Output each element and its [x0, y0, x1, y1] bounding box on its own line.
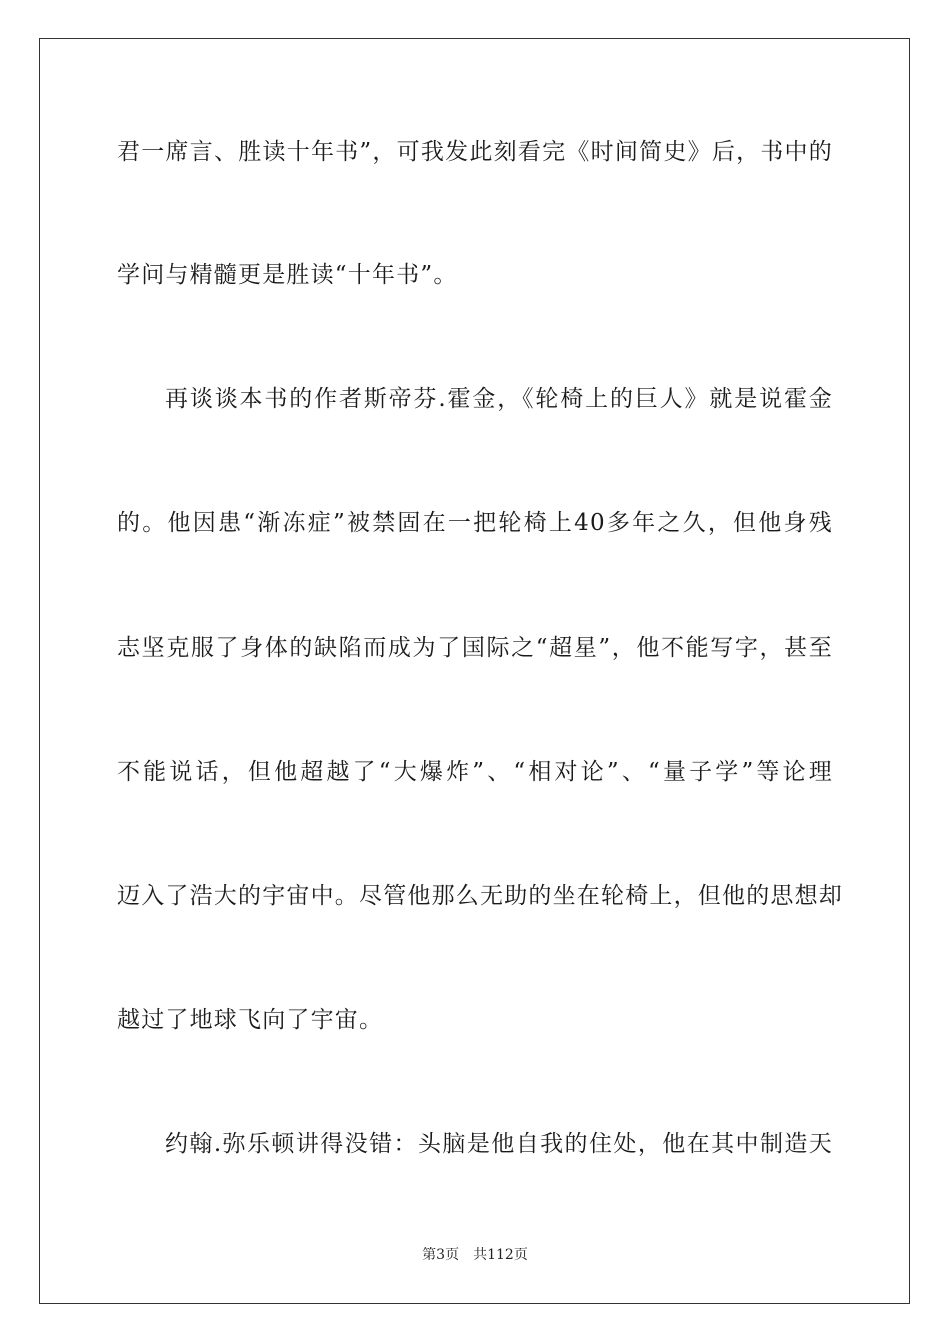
body-text-line: 越过了地球飞向了宇宙。 [117, 1007, 384, 1033]
page-total: 共112页 [473, 1247, 528, 1263]
paragraph-start-line: 约翰.弥乐顿讲得没错：头脑是他自我的住处，他在其中制造天 [165, 1131, 833, 1157]
body-text-line: 的。他因患“渐冻症”被禁固在一把轮椅上40多年之久，但他身残 [117, 510, 833, 536]
page-number: 第3页 [422, 1247, 460, 1263]
body-text-line: 不能说话，但他超越了“大爆炸”、“相对论”、“量子学”等论理 [117, 759, 833, 785]
paragraph-start-line: 再谈谈本书的作者斯帝芬.霍金，《轮椅上的巨人》就是说霍金 [165, 386, 833, 412]
page-footer [0, 1246, 950, 1264]
body-text-line: 学问与精髓更是胜读“十年书”。 [117, 262, 458, 288]
page-border [39, 38, 910, 1304]
body-text-line: 迈入了浩大的宇宙中。尽管他那么无助的坐在轮椅上，但他的思想却 [117, 883, 843, 909]
body-text-line: 君一席言、胜读十年书”，可我发此刻看完《时间简史》后，书中的 [117, 139, 833, 165]
body-text-line: 志坚克服了身体的缺陷而成为了国际之“超星”，他不能写字，甚至 [117, 635, 833, 661]
